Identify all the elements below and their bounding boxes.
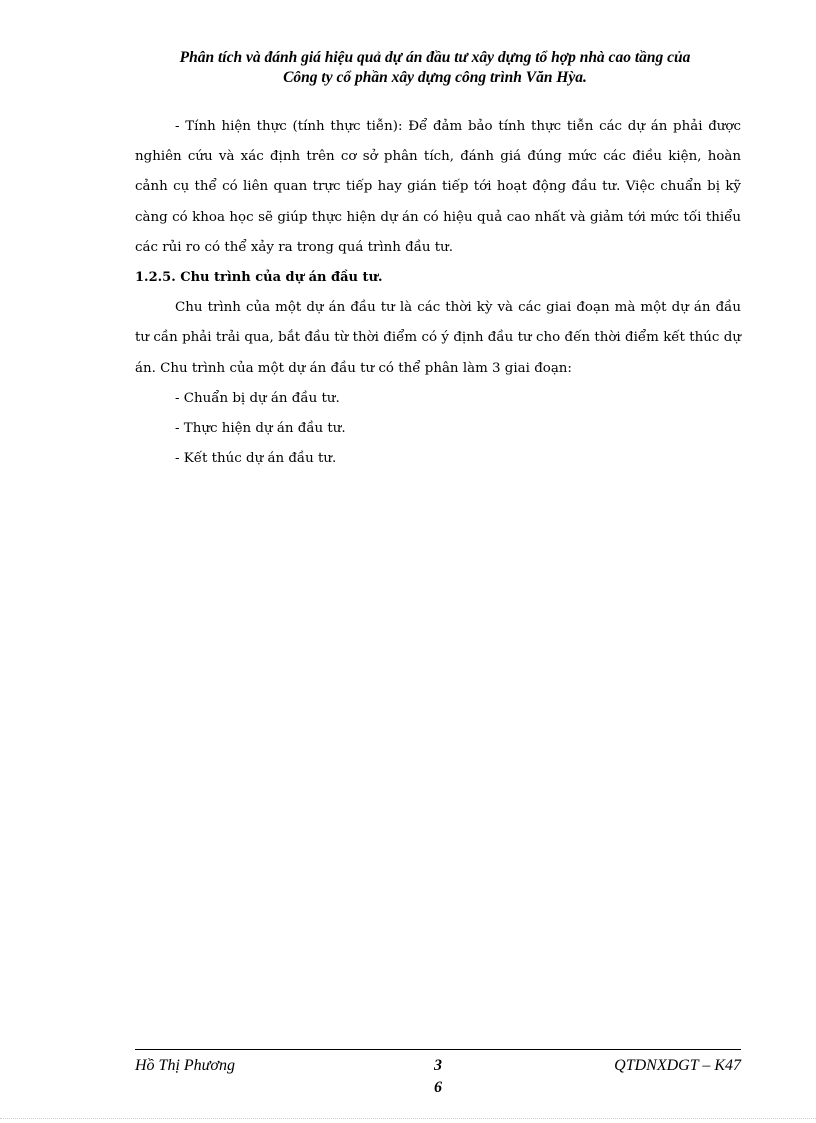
section-heading: 1.2.5. Chu trình của dự án đầu tư. [135, 270, 383, 286]
list-item-completion: - Kết thúc dự án đầu tư. [175, 451, 337, 467]
document-body [135, 112, 741, 474]
list-item-implementation: - Thực hiện dự án đầu tư. [175, 421, 346, 437]
list-item-preparation: - Chuẩn bị dự án đầu tư. [175, 390, 340, 406]
footer-course-code: QTDNXDGT – K47 [614, 1057, 741, 1074]
header-title-line-2: Công ty cổ phần xây dựng công trình Văn Hỳa. [283, 69, 587, 86]
page-number-line-2: 6 [434, 1079, 442, 1096]
page-header [120, 48, 750, 88]
header-title-line-1: Phân tích và đánh giá hiệu quả dự án đầu tư xây dựng tổ hợp nhà cao tầng của [179, 49, 691, 66]
paragraph-project-cycle: Chu trình của một dự án đầu tư là các thời kỳ và các giai đoạn mà một dự án đầu tư cần phải trải qua, bắt đầu từ thời điểm có ý định đầu tư cho đến thời điểm kết thúc dự án. Chu trình của một dự án đầu tư có thể phân làm 3 giai đoạn: [135, 300, 741, 376]
footer-divider [135, 1049, 741, 1050]
page-bottom-border [0, 1118, 816, 1119]
paragraph-feasibility: - Tính hiện thực (tính thực tiễn): Để đảm bảo tính thực tiễn các dự án phải được nghiên cứu và xác định trên cơ sở phân tích, đánh giá đúng mức các điều kiện, hoàn cảnh cụ thể có liên quan trực tiếp hay gián tiếp tới hoạt động đầu tư. Việc chuẩn bị kỹ càng có khoa học sẽ giúp thực hiện dự án có hiệu quả cao nhất và giảm tới mức tối thiểu các rủi ro có thể xảy ra trong quá trình đầu tư. [135, 119, 741, 255]
footer-author: Hồ Thị Phương [135, 1057, 235, 1074]
page-number [426, 1055, 450, 1099]
page-number-line-1: 3 [434, 1057, 442, 1074]
